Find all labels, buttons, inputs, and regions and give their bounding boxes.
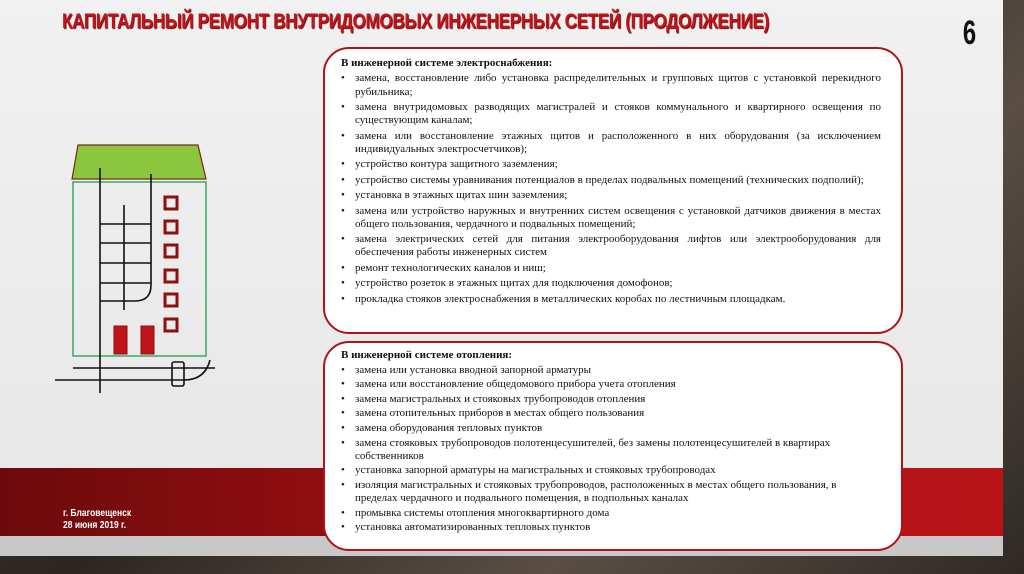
footer-date: 28 июня 2019 г.	[63, 520, 127, 531]
pipe-network	[55, 168, 215, 393]
heating-heading-text: В инженерной системе отопления	[341, 349, 509, 361]
door	[141, 326, 154, 354]
list-item: • замена, восстановление либо установка распределительных и групповых щитов с установкой перекидного рубильника;	[341, 72, 881, 98]
list-item: • установка в этажных щитах шин заземления;	[341, 189, 881, 202]
list-item: • замена внутридомовых разводящих магистралей и стояков коммунального и квартирного освещения по существующим каналам;	[341, 101, 881, 127]
list-item: • замена оборудования тепловых пунктов	[341, 422, 881, 435]
electric-panel	[323, 47, 903, 334]
building-illustration	[0, 0, 330, 420]
list-item: • замена или устройство наружных и внутренних систем освещения с установкой датчиков движения в местах общего пользования, чердачного и подвальных помещений;	[341, 205, 881, 231]
list-item: • замена или восстановление общедомового прибора учета отопления	[341, 378, 881, 391]
list-item: • установка автоматизированных тепловых пунктов	[341, 521, 881, 534]
list-item: • устройство контура защитного заземления;	[341, 158, 881, 171]
list-item: • изоляция магистральных и стояковых трубопроводов, расположенных в местах общего пользования, в пределах чердачного и подвального помещения, в подпольных каналах	[341, 479, 881, 505]
list-item: • замена стояковых трубопроводов полотенцесушителей, без замены полотенцесушителей в квартирах собственников	[341, 437, 881, 463]
list-item: • промывка системы отопления многоквартирного дома	[341, 507, 881, 520]
list-item: • замена магистральных и стояковых трубопроводов отопления	[341, 393, 881, 406]
heating-list	[341, 364, 881, 535]
heating-heading: В инженерной системе отопления:	[341, 349, 513, 361]
footer-info	[63, 508, 131, 532]
building-wall	[73, 182, 206, 356]
list-item: • прокладка стояков электроснабжения в металлических коробах по лестничным площадкам.	[341, 293, 881, 306]
electric-heading-text: В инженерной системе электроснабжения	[341, 57, 549, 69]
door	[114, 326, 127, 354]
list-item: • замена отопительных приборов в местах общего пользования	[341, 407, 881, 420]
list-item: • ремонт технологических каналов и ниш;	[341, 262, 881, 275]
footer-city: г. Благовещенск	[63, 508, 132, 519]
page-number: 6	[962, 14, 977, 52]
list-item: • устройство розеток в этажных щитах для подключения домофонов;	[341, 277, 881, 290]
electric-list	[341, 72, 881, 305]
electric-heading: В инженерной системе электроснабжения:	[341, 57, 553, 69]
list-item: • установка запорной арматуры на магистральных и стояковых трубопроводах	[341, 464, 881, 477]
list-item: • замена или установка вводной запорной арматуры	[341, 364, 881, 377]
list-item: • замена электрических сетей для питания электрооборудования лифтов или электрооборудования для обеспечения работы инженерных систем	[341, 233, 881, 259]
windows	[165, 197, 177, 331]
heating-panel	[323, 341, 903, 551]
list-item: • замена или восстановление этажных щитов и расположенного в них оборудования (за исключением индивидуальных электросчетчиков);	[341, 130, 881, 156]
roof	[72, 145, 206, 179]
list-item: • устройство системы уравнивания потенциалов в пределах подвальных помещений (технических подполий);	[341, 174, 881, 187]
page-title: КАПИТАЛЬНЫЙ РЕМОНТ ВНУТРИДОМОВЫХ ИНЖЕНЕРНЫХ СЕТЕЙ (ПРОДОЛЖЕНИЕ)	[62, 10, 769, 33]
